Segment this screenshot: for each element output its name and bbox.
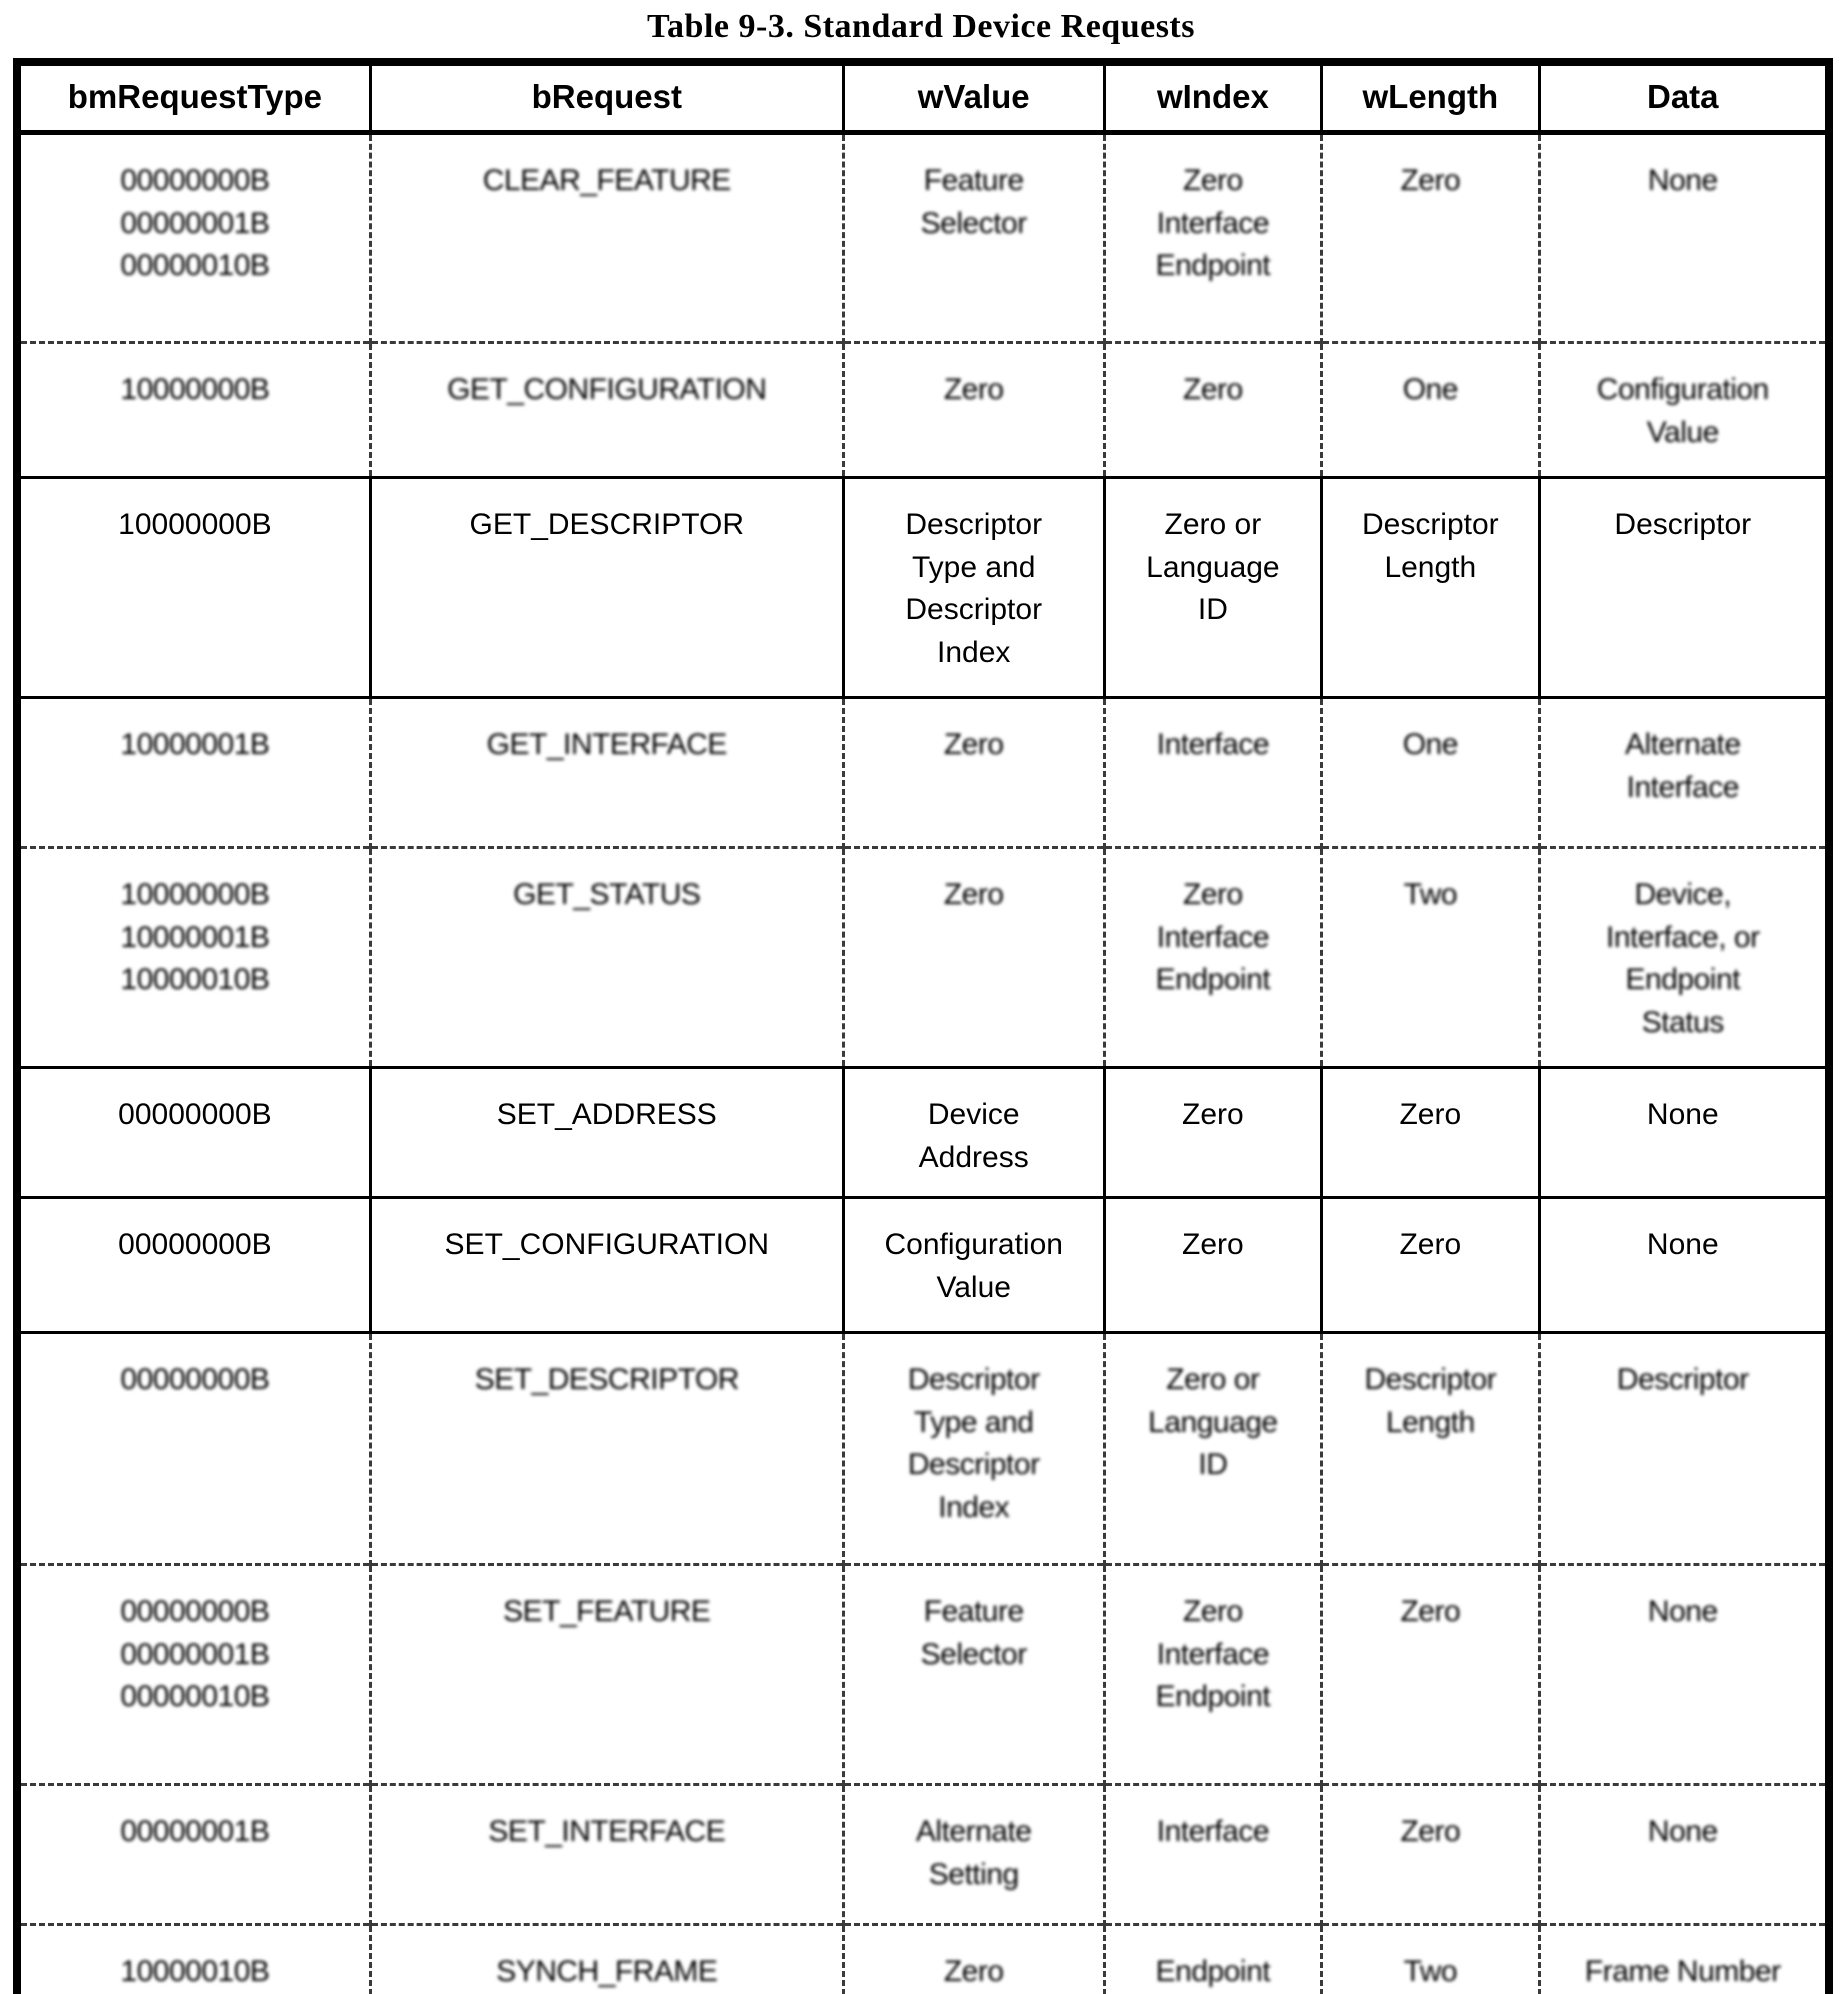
cell-content <box>1112 160 1314 288</box>
cell-content <box>1329 874 1531 917</box>
cell-content <box>1547 874 1819 1044</box>
cell-line: 10000010B <box>120 963 270 997</box>
cell-brequest <box>370 1068 843 1198</box>
cell-brequest <box>370 848 843 1068</box>
cell-wvalue <box>843 1068 1104 1198</box>
header-row <box>17 62 1829 133</box>
cell-line: Zero <box>1183 878 1243 911</box>
cell-content <box>851 874 1097 917</box>
cell-data <box>1539 698 1829 848</box>
cell-content <box>1547 1359 1819 1402</box>
cell-content <box>1547 504 1819 547</box>
cell-content <box>378 1359 836 1402</box>
cell-line: CLEAR_FEATURE <box>482 164 731 197</box>
cell-line: Index <box>938 1490 1010 1524</box>
cell-line: Setting <box>928 1857 1019 1891</box>
cell-content <box>1547 1591 1819 1634</box>
cell-line: 00000000B <box>120 164 270 197</box>
cell-brequest <box>370 1333 843 1565</box>
cell-line: ID <box>1198 1448 1228 1482</box>
cell-content <box>1329 1951 1531 1994</box>
cell-line: 10000000B <box>120 373 270 406</box>
cell-content <box>27 1951 363 1994</box>
cell-content <box>851 1811 1097 1896</box>
cell-content <box>851 1951 1097 1994</box>
cell-line: SET_ADDRESS <box>496 1098 717 1131</box>
table-row-get_descriptor <box>17 478 1829 698</box>
cell-line: GET_CONFIGURATION <box>447 373 767 406</box>
cell-line: Configuration <box>884 1228 1063 1261</box>
cell-line: Interface <box>1156 206 1269 240</box>
cell-content <box>27 1094 363 1137</box>
cell-content <box>1329 1224 1531 1267</box>
column-header-brequest: bRequest <box>370 62 843 133</box>
cell-content <box>1547 160 1819 203</box>
cell-content <box>378 504 836 547</box>
cell-content <box>27 1224 363 1267</box>
cell-data <box>1539 1785 1829 1925</box>
cell-line: Index <box>937 635 1011 669</box>
table-row-set_address <box>17 1068 1829 1198</box>
cell-content <box>1547 1811 1819 1854</box>
cell-windex <box>1104 133 1321 343</box>
cell-line: Alternate <box>1624 728 1741 761</box>
cell-bmrequesttype <box>17 848 370 1068</box>
cell-content <box>1329 160 1531 203</box>
cell-line: 00000001B <box>120 206 270 240</box>
cell-line: Device, <box>1634 878 1732 911</box>
cell-wlength <box>1322 478 1539 698</box>
cell-content <box>851 1359 1097 1529</box>
cell-content <box>851 1591 1097 1676</box>
cell-content <box>851 1224 1097 1309</box>
cell-brequest <box>370 478 843 698</box>
cell-windex <box>1104 1785 1321 1925</box>
cell-line: SYNCH_FRAME <box>496 1955 718 1988</box>
cell-line: 10000000B <box>120 878 270 911</box>
cell-line: Type and <box>913 1405 1034 1439</box>
cell-content <box>378 1094 836 1137</box>
cell-line: Value <box>1646 415 1719 449</box>
cell-line: Type and <box>911 550 1036 584</box>
cell-wvalue <box>843 1565 1104 1785</box>
cell-bmrequesttype <box>17 1565 370 1785</box>
table-header <box>17 62 1829 133</box>
cell-line: Zero <box>1399 1228 1462 1261</box>
cell-wlength <box>1322 1925 1539 1994</box>
cell-windex <box>1104 343 1321 478</box>
cell-line: Descriptor <box>907 1363 1040 1396</box>
cell-wlength <box>1322 1565 1539 1785</box>
cell-line: None <box>1646 1228 1719 1261</box>
cell-brequest <box>370 1925 843 1994</box>
cell-line: Device <box>927 1098 1020 1131</box>
cell-line: Descriptor <box>1616 1363 1749 1396</box>
cell-line: Zero <box>1400 1815 1461 1848</box>
cell-content <box>378 724 836 767</box>
cell-line: Two <box>1403 1955 1458 1988</box>
cell-windex <box>1104 698 1321 848</box>
cell-content <box>378 874 836 917</box>
cell-windex <box>1104 1068 1321 1198</box>
cell-content <box>1547 1094 1819 1137</box>
cell-line: 10000001B <box>120 920 270 954</box>
cell-content <box>1112 1094 1314 1137</box>
table-row-clear_feature <box>17 133 1829 343</box>
cell-data <box>1539 1925 1829 1994</box>
cell-windex <box>1104 1565 1321 1785</box>
cell-content <box>851 1094 1097 1179</box>
cell-line: Feature <box>923 164 1024 197</box>
cell-wvalue <box>843 848 1104 1068</box>
cell-line: 10000010B <box>120 1955 270 1988</box>
cell-bmrequesttype <box>17 343 370 478</box>
table-row-set_interface <box>17 1785 1829 1925</box>
cell-content <box>851 160 1097 245</box>
cell-data <box>1539 1068 1829 1198</box>
cell-content <box>1329 1811 1531 1854</box>
cell-windex <box>1104 478 1321 698</box>
cell-line: 00000010B <box>120 249 270 283</box>
cell-bmrequesttype <box>17 478 370 698</box>
cell-line: ID <box>1197 593 1228 627</box>
cell-wlength <box>1322 1068 1539 1198</box>
cell-line: Two <box>1403 878 1458 911</box>
cell-content <box>27 1359 363 1402</box>
cell-wlength <box>1322 1198 1539 1333</box>
cell-wvalue <box>843 133 1104 343</box>
cell-line: Length <box>1384 550 1477 584</box>
cell-line: Endpoint <box>1155 1680 1271 1714</box>
cell-line: 00000001B <box>120 1637 270 1671</box>
cell-line: SET_DESCRIPTOR <box>474 1363 739 1396</box>
cell-line: 00000000B <box>118 1098 272 1131</box>
cell-brequest <box>370 1785 843 1925</box>
cell-line: None <box>1647 164 1718 197</box>
cell-content <box>378 1224 836 1267</box>
cell-line: Interface, or <box>1605 920 1760 954</box>
table-row-set_configuration <box>17 1198 1829 1333</box>
cell-content <box>27 369 363 412</box>
cell-content <box>27 724 363 767</box>
cell-brequest <box>370 133 843 343</box>
cell-content <box>1112 1811 1314 1854</box>
cell-line: Zero <box>1399 1098 1462 1131</box>
cell-content <box>1112 1951 1314 1994</box>
cell-content <box>1112 504 1314 632</box>
cell-line: Selector <box>920 206 1027 240</box>
cell-data <box>1539 478 1829 698</box>
cell-line: Descriptor <box>1614 508 1752 541</box>
cell-line: Language <box>1148 1405 1278 1439</box>
cell-brequest <box>370 698 843 848</box>
cell-content <box>1329 504 1531 589</box>
cell-content <box>1112 1591 1314 1719</box>
cell-bmrequesttype <box>17 1785 370 1925</box>
cell-line: Zero <box>1400 164 1461 197</box>
cell-line: Interface <box>1626 770 1739 804</box>
cell-line: One <box>1402 373 1458 406</box>
cell-line: Zero <box>1183 164 1243 197</box>
cell-line: Selector <box>920 1637 1027 1671</box>
cell-brequest <box>370 1565 843 1785</box>
cell-line: None <box>1647 1595 1718 1628</box>
cell-wlength <box>1322 1785 1539 1925</box>
cell-line: 10000000B <box>118 508 272 541</box>
cell-line: Descriptor <box>905 593 1043 627</box>
cell-line: Zero <box>1183 1595 1243 1628</box>
cell-bmrequesttype <box>17 698 370 848</box>
cell-content <box>1547 1951 1819 1994</box>
cell-content <box>1112 1224 1314 1267</box>
cell-content <box>27 504 363 547</box>
cell-line: SET_CONFIGURATION <box>444 1228 770 1261</box>
cell-line: Address <box>918 1140 1029 1174</box>
cell-data <box>1539 1198 1829 1333</box>
cell-line: Zero <box>1182 1098 1244 1131</box>
cell-line: None <box>1647 1815 1718 1848</box>
table-row-synch_frame <box>17 1925 1829 1994</box>
cell-windex <box>1104 848 1321 1068</box>
cell-bmrequesttype <box>17 1198 370 1333</box>
cell-line: Interface <box>1156 728 1269 761</box>
column-header-wlength: wLength <box>1322 62 1539 133</box>
cell-content <box>27 160 363 288</box>
cell-windex <box>1104 1333 1321 1565</box>
cell-wlength <box>1322 698 1539 848</box>
cell-line: Status <box>1641 1005 1724 1039</box>
cell-content <box>1112 1359 1314 1487</box>
cell-line: Endpoint <box>1155 963 1271 997</box>
cell-line: 00000000B <box>118 1228 272 1261</box>
cell-content <box>851 369 1097 412</box>
cell-content <box>1112 874 1314 1002</box>
cell-content <box>1547 369 1819 454</box>
cell-content <box>378 369 836 412</box>
cell-line: Endpoint <box>1155 1955 1271 1988</box>
cell-line: Zero <box>943 1955 1004 1988</box>
cell-bmrequesttype <box>17 1925 370 1994</box>
cell-data <box>1539 1333 1829 1565</box>
cell-content <box>1547 1224 1819 1267</box>
cell-content <box>1329 1094 1531 1137</box>
cell-line: Configuration <box>1596 373 1769 406</box>
cell-line: Zero or <box>1166 1363 1260 1396</box>
cell-content <box>1112 369 1314 412</box>
cell-line: Descriptor <box>1361 508 1499 541</box>
cell-line: SET_INTERFACE <box>488 1815 726 1848</box>
table-row-get_configuration <box>17 343 1829 478</box>
cell-wlength <box>1322 343 1539 478</box>
table-row-get_interface <box>17 698 1829 848</box>
cell-wvalue <box>843 1333 1104 1565</box>
cell-line: GET_DESCRIPTOR <box>469 508 745 541</box>
cell-content <box>378 1591 836 1634</box>
cell-line: Value <box>936 1270 1011 1304</box>
cell-data <box>1539 343 1829 478</box>
cell-data <box>1539 133 1829 343</box>
cell-line: Zero or <box>1164 508 1262 541</box>
cell-bmrequesttype <box>17 1068 370 1198</box>
cell-line: Endpoint <box>1155 249 1271 283</box>
cell-line: Length <box>1385 1405 1475 1439</box>
cell-bmrequesttype <box>17 133 370 343</box>
cell-content <box>851 724 1097 767</box>
cell-wvalue <box>843 1925 1104 1994</box>
cell-line: Endpoint <box>1625 963 1740 997</box>
cell-wlength <box>1322 1333 1539 1565</box>
cell-line: Zero <box>1400 1595 1461 1628</box>
cell-content <box>1547 724 1819 809</box>
cell-line: Alternate <box>915 1815 1032 1848</box>
cell-content <box>1329 1359 1531 1444</box>
cell-brequest <box>370 1198 843 1333</box>
cell-line: 00000000B <box>120 1363 270 1396</box>
cell-line: Zero <box>943 728 1004 761</box>
cell-line: 00000010B <box>120 1680 270 1714</box>
cell-windex <box>1104 1198 1321 1333</box>
cell-line: Zero <box>1183 373 1243 406</box>
table-body <box>17 133 1829 1994</box>
cell-line: One <box>1402 728 1458 761</box>
cell-line: Interface <box>1156 920 1269 954</box>
table-row-set_descriptor <box>17 1333 1829 1565</box>
cell-content <box>851 504 1097 674</box>
cell-content <box>27 874 363 1002</box>
cell-line: GET_STATUS <box>513 878 701 911</box>
cell-line: Zero <box>943 878 1004 911</box>
cell-content <box>1329 1591 1531 1634</box>
cell-content <box>378 1951 836 1994</box>
column-header-wvalue: wValue <box>843 62 1104 133</box>
cell-line: Zero <box>1182 1228 1244 1261</box>
cell-wvalue <box>843 1198 1104 1333</box>
cell-content <box>1112 724 1314 767</box>
cell-line: Zero <box>943 373 1004 406</box>
cell-line: None <box>1646 1098 1719 1131</box>
column-header-bmrequesttype: bmRequestType <box>17 62 370 133</box>
cell-line: 00000000B <box>120 1595 270 1628</box>
cell-line: SET_FEATURE <box>503 1595 711 1628</box>
cell-line: GET_INTERFACE <box>486 728 727 761</box>
cell-content <box>27 1811 363 1854</box>
cell-bmrequesttype <box>17 1333 370 1565</box>
standard-device-requests-table <box>13 58 1833 1994</box>
cell-line: Frame Number <box>1584 1955 1781 1988</box>
table-row-get_status <box>17 848 1829 1068</box>
cell-content <box>378 160 836 203</box>
column-header-windex: wIndex <box>1104 62 1321 133</box>
cell-wvalue <box>843 478 1104 698</box>
cell-content <box>27 1591 363 1719</box>
cell-wvalue <box>843 1785 1104 1925</box>
cell-wlength <box>1322 848 1539 1068</box>
table-title: Table 9-3. Standard Device Requests <box>647 8 1195 45</box>
cell-windex <box>1104 1925 1321 1994</box>
cell-line: Feature <box>923 1595 1024 1628</box>
cell-line: 00000001B <box>120 1815 270 1848</box>
cell-wvalue <box>843 343 1104 478</box>
cell-content <box>1329 724 1531 767</box>
cell-line: Descriptor <box>1364 1363 1497 1396</box>
cell-line: Descriptor <box>907 1448 1040 1482</box>
cell-wlength <box>1322 133 1539 343</box>
cell-brequest <box>370 343 843 478</box>
cell-line: 10000001B <box>120 728 270 761</box>
cell-content <box>378 1811 836 1854</box>
cell-line: Interface <box>1156 1815 1269 1848</box>
column-header-data: Data <box>1539 62 1829 133</box>
cell-data <box>1539 848 1829 1068</box>
cell-data <box>1539 1565 1829 1785</box>
cell-wvalue <box>843 698 1104 848</box>
cell-line: Descriptor <box>905 508 1043 541</box>
cell-content <box>1329 369 1531 412</box>
table-row-set_feature <box>17 1565 1829 1785</box>
cell-line: Interface <box>1156 1637 1269 1671</box>
cell-line: Language <box>1146 550 1280 584</box>
